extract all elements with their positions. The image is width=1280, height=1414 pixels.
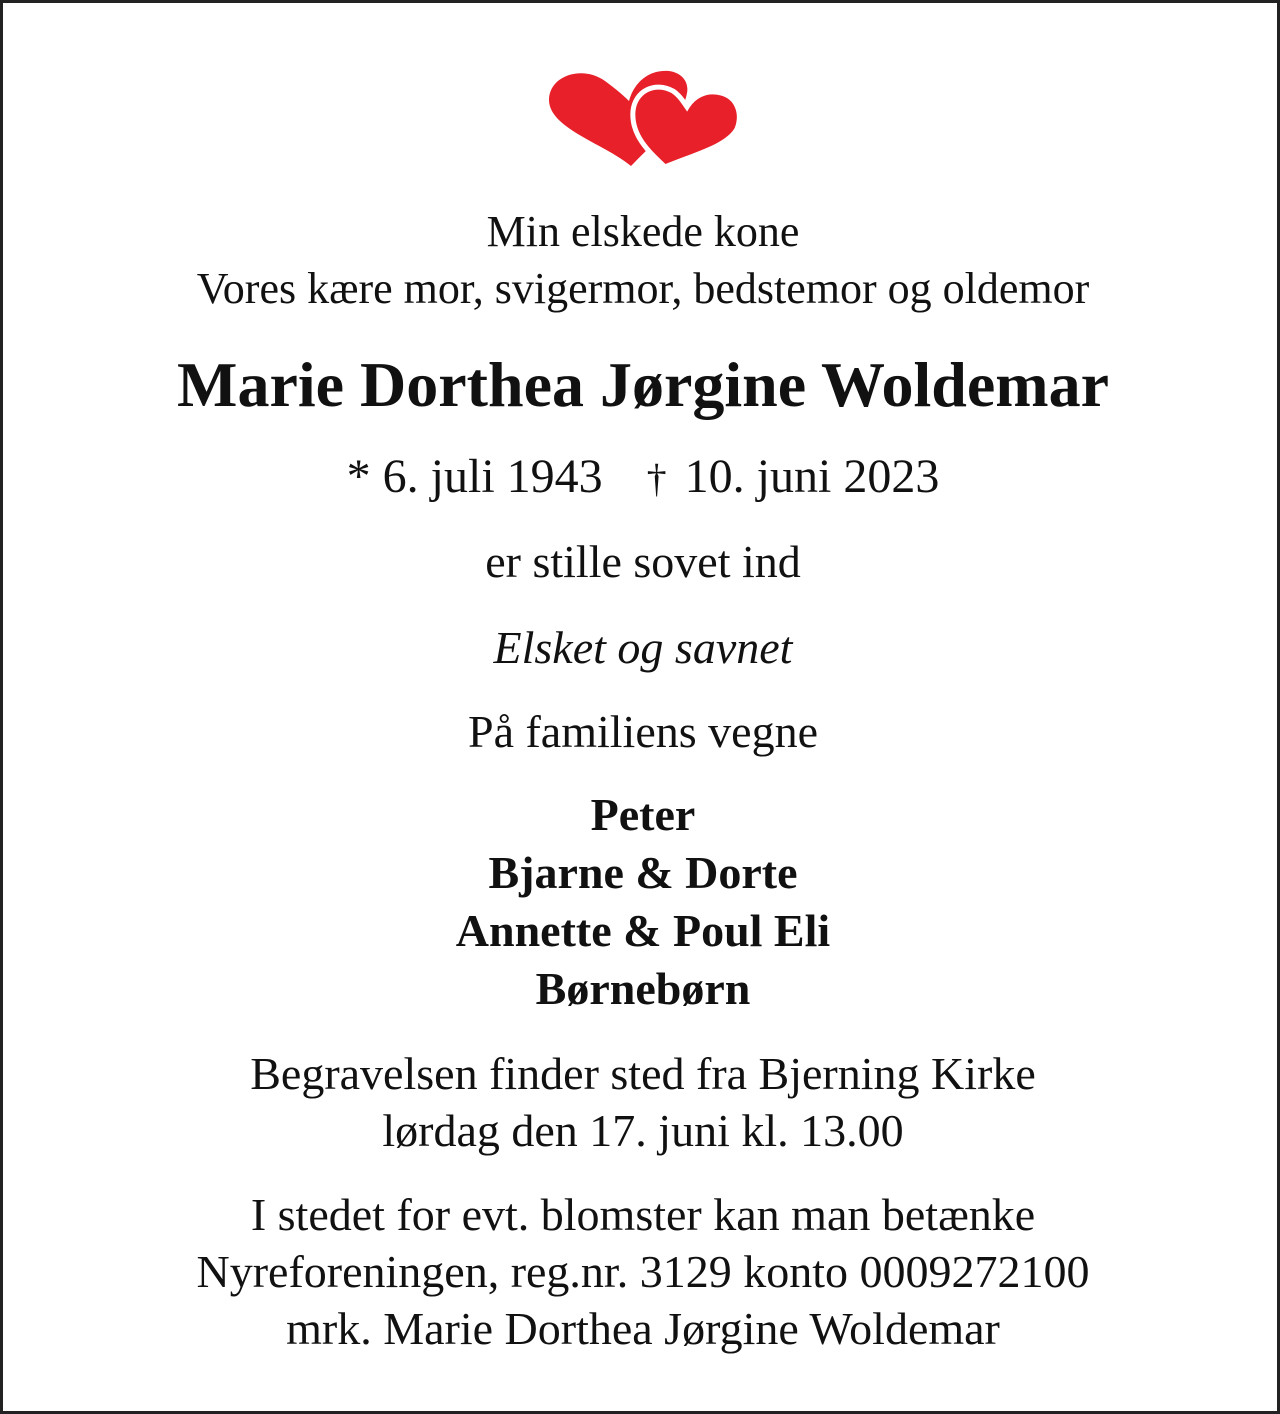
funeral-line-1: Begravelsen finder sted fra Bjerning Kirke [250,1048,1036,1099]
birth-date: * 6. juli 1943 [346,450,603,503]
two-hearts-icon [543,63,743,173]
funeral-line-2: lørdag den 17. juni kl. 13.00 [382,1105,904,1156]
life-dates [3,450,1280,503]
cross-icon: † [646,456,667,501]
on-behalf-text: På familiens vegne [467,706,818,757]
deceased-name: Marie Dorthea Jørgine Woldemar [177,349,1109,420]
signer-name: Bjarne & Dorte [488,847,798,898]
signer-name: Børnebørn [535,963,751,1014]
donation-line-3: mrk. Marie Dorthea Jørgine Woldemar [286,1303,1000,1354]
signer-name: Annette & Poul Eli [455,905,831,956]
right-heart-icon [633,87,739,167]
donation-line-2: Nyreforeningen, reg.nr. 3129 konto 0009272100 [196,1246,1090,1297]
signer-name: Peter [590,789,696,840]
death-date: 10. juni 2023 [684,450,940,503]
donation-line-1: I stedet for evt. blomster kan man betænke [250,1189,1036,1240]
intro-line-1: Min elskede kone [486,207,800,256]
intro-line-2: Vores kære mor, svigermor, bedstemor og oldemor [196,264,1090,313]
tribute-text: Elsket og savnet [493,622,793,673]
passing-message: er stille sovet ind [485,536,801,587]
